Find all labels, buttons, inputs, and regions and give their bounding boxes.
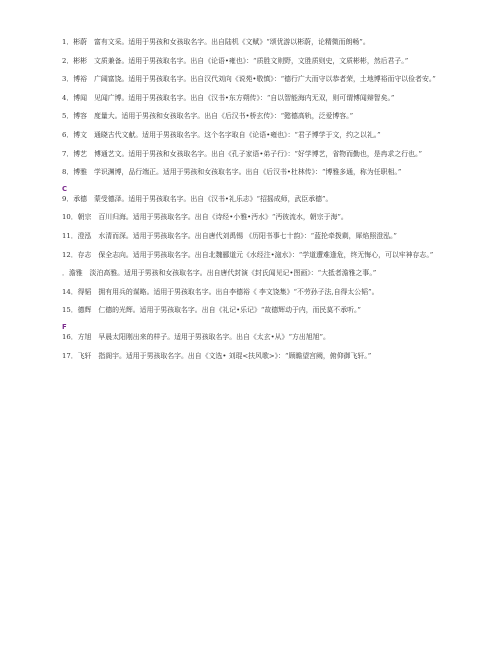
list-item: 9．承德 蒙受德泽。适用于男孩取名字。出自《汉书•礼乐志》“招摇成师，武臣承德”。 — [62, 194, 333, 203]
list-item: 8．博雅 学识渊博，品行端正。适用于男孩和女孩取名字。出自《后汉书•杜林传》：“博雅多通，称为任职相。” — [62, 168, 402, 177]
section-letter-f: F — [62, 322, 67, 331]
list-item: 12．存志 保全志向。适用于男孩取名字。出自北魏郦道元《水经注•滱水》：“学道遭难逢危，终无悔心，可以牢神存志。” — [62, 250, 434, 259]
list-item: 3．博裕 广阔富饶。适用于男孩取名字。出自汉代刘向《说苑•敬慎》：“德行广大而守以恭者荣，土地博裕而守以俭者安。” — [62, 75, 436, 84]
name-entry-list — [62, 37, 450, 369]
list-item: 11．澄泓 水清而深。适用于男孩取名字。出自唐代刘禹锡 《历阳书事七十韵》：“蓝抡牵拨剩，犀焰照澄泓。” — [62, 231, 397, 240]
list-item: 1．彬蔚 富有文采。适用于男孩和女孩取名字。出自陆机《文赋》“颂优游以彬蔚，论精微而朗畅”。 — [62, 38, 370, 46]
list-item: 17．飞轩 指阁宇。适用于男孩取名字。出自《文选• 刘琨<扶风歌>》：“顾瞻望宫阙，俯仰御飞轩。” — [62, 351, 372, 360]
list-item: ．澹雅 淡泊高雅。适用于男孩和女孩取名字。出自唐代封演《封氏闻见记•图画》：“大抵者澹雅之事。” — [62, 269, 377, 278]
list-item: 14．得韬 拥有用兵的谋略。适用于男孩取名字。出自李德裕《 李文饶集》“不劳孙子法,自得太公韬”。 — [62, 287, 379, 296]
list-item: 5．博容 度量大。适用于男孩和女孩取名字。出自《后汉书•桥玄传》：“懿德高轨，泛爱博容。” — [62, 112, 354, 121]
list-item: 6．博文 通晓古代文献。适用于男孩取名字。这个名字取自《论语•雍也》：“君子博学于文，约之以礼。” — [62, 130, 381, 139]
list-item: 10．朝宗 百川归海。适用于男孩取名字。出自《诗经•小雅•沔水》“沔彼流水，朝宗于海”。 — [62, 213, 348, 222]
list-item: 4．博闻 见闻广博。适用于男孩取名字。出自《汉书•东方朔传》：“自以智能海内无双，则可谓博闻辩智矣。” — [62, 93, 395, 102]
list-item: 7．博艺 博通艺文。适用于男孩和女孩取名字。出自《孔子家语•弟子行》：“好学博艺，省物而勤也，是冉求之行也。” — [62, 149, 423, 158]
list-item: 15．德辉 仁德的光辉。适用于男孩取名字。出自《礼记•乐记》“故德辉动于内，而民莫不承听。” — [62, 306, 361, 315]
list-item: 2．彬彬 文质兼备。适用于男孩取名字。出自《论语•雍也》：“质胜文则野，文胜质则史，文质彬彬，然后君子。” — [62, 56, 409, 65]
list-item: 16．方旭 早晨太阳刚出来的样子。适用于男孩取名字。出自《太玄•从》“方出旭旭”。 — [62, 332, 330, 341]
section-letter-c: C — [62, 184, 68, 193]
